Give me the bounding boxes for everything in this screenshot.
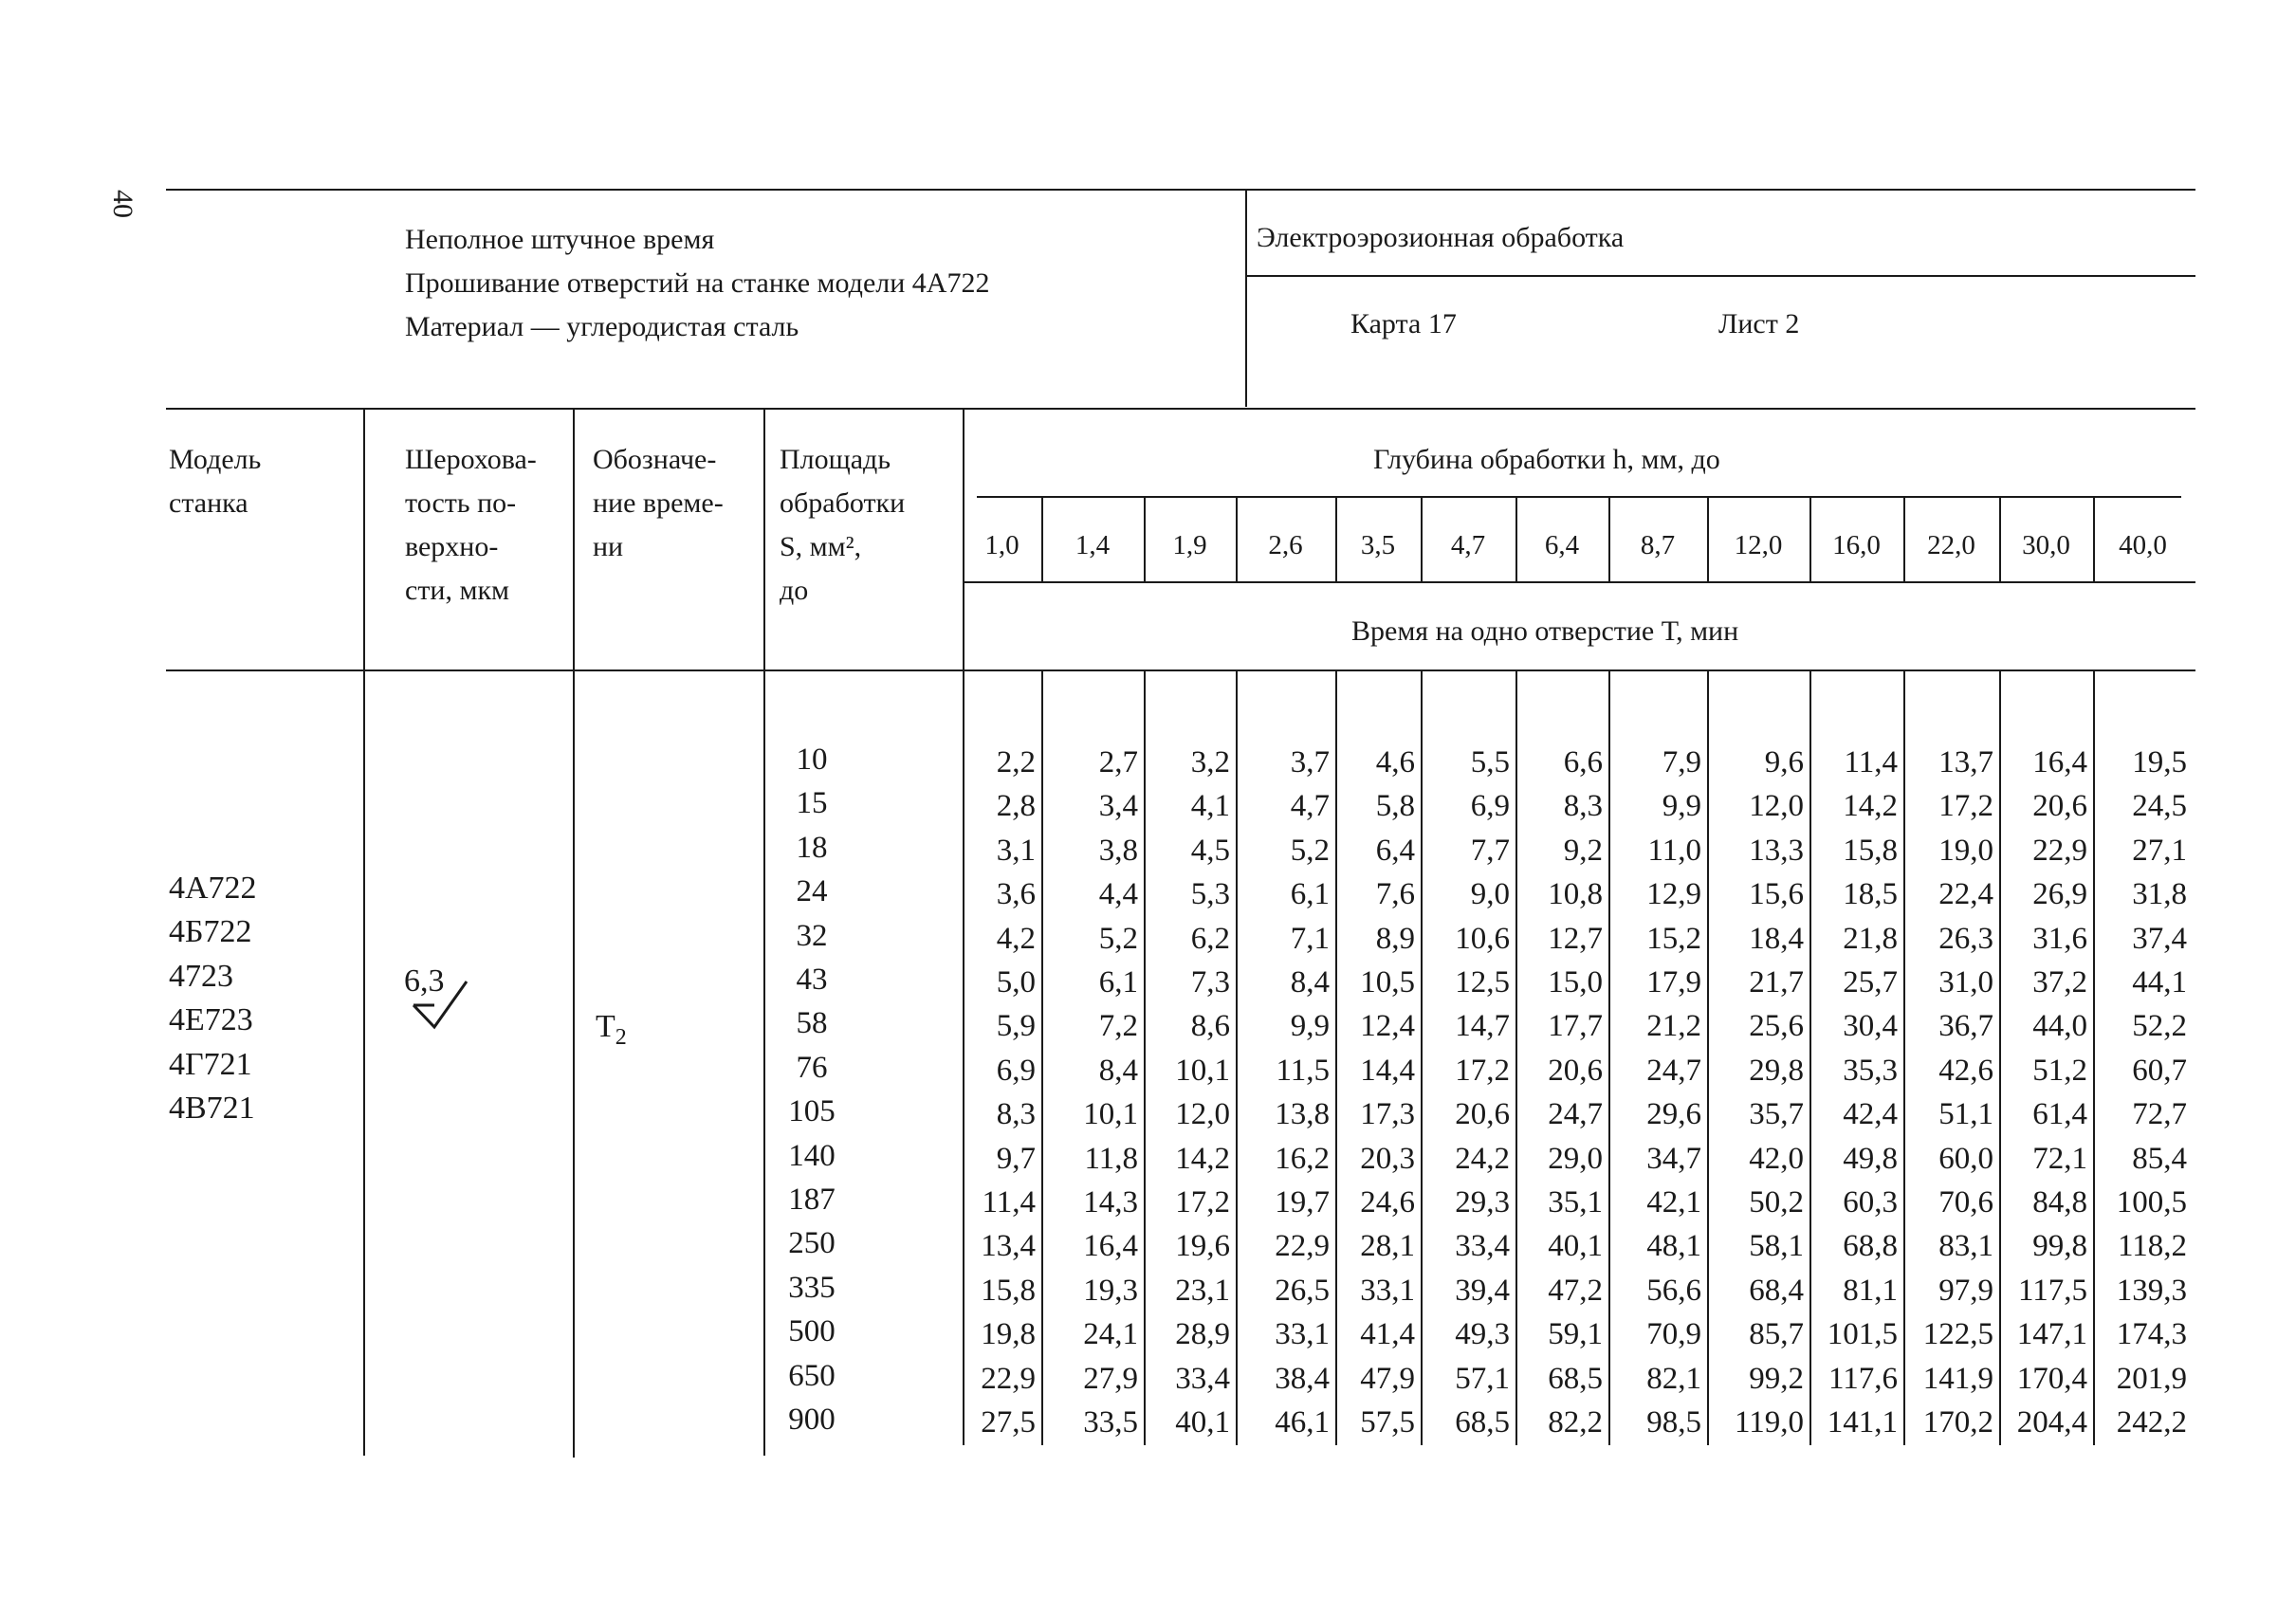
time-value-cell: 2,2 [996,745,1036,779]
time-value-cell: 84,8 [2032,1185,2087,1220]
time-symbol-subscript: 2 [615,1024,627,1050]
time-value-cell: 82,2 [1548,1405,1603,1440]
time-value-cell: 6,1 [1290,877,1330,912]
time-value-cell: 68,5 [1548,1361,1603,1396]
header-right-rule [1245,275,2195,277]
area-cell: 58 [796,1006,828,1041]
area-cell: 24 [796,874,828,909]
area-cell: 15 [796,786,828,821]
header-roughness-1: Шерохова- [405,444,537,475]
time-value-cell: 9,6 [1764,745,1804,779]
time-value-cell: 13,3 [1749,833,1804,868]
header-area-2: обработки [780,487,906,519]
time-value-cell: 5,8 [1375,789,1415,824]
area-cell: 76 [796,1050,828,1085]
time-value-cell: 12,0 [1175,1097,1230,1132]
header-roughness-2: тость по- [405,487,517,519]
depth-header-divider [1041,496,1043,581]
header-line-3: Материал — углеродистая сталь [405,311,799,342]
time-value-cell: 12,5 [1455,965,1510,1000]
time-value-cell: 3,1 [996,833,1036,868]
time-value-cell: 36,7 [1938,1009,1993,1044]
time-value-cell: 33,4 [1455,1229,1510,1264]
depth-header-cell: 12,0 [1734,530,1783,560]
time-value-cell: 99,2 [1749,1361,1804,1396]
time-value-cell: 17,7 [1548,1009,1603,1044]
time-value-cell: 24,2 [1455,1141,1510,1176]
time-value-cell: 20,6 [1548,1053,1603,1088]
time-value-cell: 47,2 [1548,1273,1603,1308]
time-value-cell: 70,6 [1938,1185,1993,1220]
time-value-cell: 100,5 [2116,1185,2187,1220]
time-value-cell: 5,2 [1290,833,1330,868]
time-value-cell: 4,7 [1290,789,1330,824]
time-value-cell: 17,2 [1455,1053,1510,1088]
depth-header-cell: 4,7 [1450,530,1486,560]
time-value-cell: 40,1 [1548,1229,1603,1264]
time-value-cell: 17,3 [1360,1097,1415,1132]
time-value-cell: 30,4 [1843,1009,1898,1044]
time-value-cell: 6,4 [1375,833,1415,868]
time-value-cell: 19,5 [2132,745,2187,779]
time-value-cell: 50,2 [1749,1185,1804,1220]
depth-header-divider [1236,496,1238,581]
time-value-cell: 60,0 [1938,1141,1993,1176]
time-value-cell: 3,2 [1190,745,1230,779]
col-line-time-symbol [763,408,765,1456]
time-value-cell: 33,4 [1175,1361,1230,1396]
time-value-cell: 34,7 [1646,1141,1701,1176]
depth-header-divider [1335,496,1337,581]
time-value-cell: 6,9 [1470,789,1510,824]
time-value-cell: 22,9 [2032,833,2087,868]
depth-header-divider [1608,496,1610,581]
time-value-cell: 9,2 [1563,833,1603,868]
time-value-cell: 33,1 [1275,1317,1330,1352]
time-value-cell: 12,4 [1360,1009,1415,1044]
col-line-roughness [573,408,575,1458]
time-value-cell: 6,2 [1190,921,1230,956]
time-value-cell: 12,0 [1749,789,1804,824]
time-value-cell: 10,1 [1083,1097,1138,1132]
time-value-cell: 147,1 [2016,1317,2087,1352]
time-value-cell: 22,4 [1938,877,1993,912]
time-value-cell: 15,8 [981,1273,1036,1308]
table-header-bottom-rule [166,669,2195,671]
depth-header-cell: 30,0 [2022,530,2070,560]
time-value-cell: 3,4 [1098,789,1138,824]
time-value-cell: 41,4 [1360,1317,1415,1352]
area-cell: 10 [796,743,828,777]
depth-header-cell: 16,0 [1832,530,1881,560]
time-value-cell: 60,7 [2132,1053,2187,1088]
time-value-cell: 9,9 [1290,1009,1330,1044]
time-value-cell: 39,4 [1455,1273,1510,1308]
time-value-cell: 14,7 [1455,1009,1510,1044]
depth-header-divider [1144,496,1146,581]
time-value-cell: 10,8 [1548,877,1603,912]
time-value-cell: 14,2 [1175,1141,1230,1176]
time-value-cell: 33,1 [1360,1273,1415,1308]
depth-header-cell: 40,0 [2119,530,2167,560]
time-value-cell: 7,7 [1470,833,1510,868]
time-value-cell: 27,9 [1083,1361,1138,1396]
time-value-cell: 8,3 [996,1097,1036,1132]
time-value-cell: 16,4 [2032,745,2087,779]
depth-header-cell: 1,0 [984,530,1019,560]
time-value-cell: 97,9 [1938,1273,1993,1308]
time-value-cell: 11,4 [1844,745,1898,779]
time-value-cell: 56,6 [1646,1273,1701,1308]
area-cell: 140 [788,1138,836,1173]
time-value-cell: 35,1 [1548,1185,1603,1220]
time-value-cell: 99,8 [2032,1229,2087,1264]
area-cell: 500 [788,1314,836,1349]
time-value-cell: 37,2 [2032,965,2087,1000]
time-value-cell: 35,7 [1749,1097,1804,1132]
time-value-cell: 14,2 [1843,789,1898,824]
time-value-cell: 3,6 [996,877,1036,912]
time-value-cell: 81,1 [1843,1273,1898,1308]
depth-values-rule [963,581,2195,583]
time-value-cell: 16,2 [1275,1141,1330,1176]
time-value-cell: 37,4 [2132,921,2187,956]
time-value-cell: 26,3 [1938,921,1993,956]
time-value-cell: 122,5 [1922,1317,1993,1352]
machine-model: 4В721 [169,1091,255,1126]
time-value-cell: 85,7 [1749,1317,1804,1352]
time-value-cell: 4,6 [1375,745,1415,779]
depth-header-divider [1421,496,1423,581]
machine-model: 4А722 [169,871,257,906]
time-value-cell: 204,4 [2016,1405,2087,1440]
time-symbol-letter: T [596,1009,615,1044]
roughness-symbol-icon [406,972,472,1038]
time-value-cell: 9,7 [996,1141,1036,1176]
time-value-cell: 170,2 [1922,1405,1993,1440]
time-value-cell: 24,5 [2132,789,2187,824]
area-cell: 43 [796,963,828,997]
time-value-cell: 72,7 [2132,1097,2187,1132]
time-value-cell: 141,9 [1922,1361,1993,1396]
time-value-cell: 4,4 [1098,877,1138,912]
time-value-cell: 51,1 [1938,1097,1993,1132]
time-value-cell: 57,1 [1455,1361,1510,1396]
time-value-cell: 19,6 [1175,1229,1230,1264]
time-value-cell: 15,2 [1646,921,1701,956]
time-value-cell: 11,8 [1084,1141,1138,1176]
header-area-1: Площадь [780,444,891,475]
header-divider [1245,189,1247,407]
time-value-cell: 17,2 [1938,789,1993,824]
time-value-cell: 20,6 [2032,789,2087,824]
time-value-cell: 10,1 [1175,1053,1230,1088]
time-value-cell: 29,0 [1548,1141,1603,1176]
time-value-cell: 16,4 [1083,1229,1138,1264]
header-line-1: Неполное штучное время [405,224,715,255]
machine-model: 4Г721 [169,1046,252,1082]
area-cell: 335 [788,1270,836,1305]
table-top-rule [166,408,2195,410]
time-value-cell: 5,0 [996,965,1036,1000]
time-value-cell: 29,8 [1749,1053,1804,1088]
time-value-cell: 141,1 [1827,1405,1898,1440]
time-value-cell: 17,2 [1175,1185,1230,1220]
time-value-cell: 7,6 [1375,877,1415,912]
depth-header-divider [1809,496,1811,581]
time-value-cell: 15,0 [1548,965,1603,1000]
time-value-cell: 6,9 [996,1053,1036,1088]
time-value-cell: 24,7 [1646,1053,1701,1088]
time-value-cell: 118,2 [2117,1229,2187,1264]
machine-model: 4Е723 [169,1002,253,1038]
time-value-cell: 22,9 [1275,1229,1330,1264]
area-cell: 650 [788,1358,836,1393]
time-value-cell: 14,4 [1360,1053,1415,1088]
time-value-cell: 117,5 [2017,1273,2087,1308]
time-value-cell: 21,7 [1749,965,1804,1000]
time-value-cell: 7,2 [1098,1009,1138,1044]
header-time-symbol-3: ни [593,531,624,562]
col-line-model [363,408,365,1456]
time-value-cell: 38,4 [1275,1361,1330,1396]
time-value-cell: 57,5 [1360,1405,1415,1440]
time-value-cell: 5,5 [1470,745,1510,779]
time-value-cell: 59,1 [1548,1317,1603,1352]
time-value-cell: 6,6 [1563,745,1603,779]
time-value-cell: 14,3 [1083,1185,1138,1220]
time-value-cell: 23,1 [1175,1273,1230,1308]
time-value-cell: 61,4 [2032,1097,2087,1132]
time-value-cell: 8,9 [1375,921,1415,956]
header-time-symbol-2: ние време- [593,487,724,519]
header-area-3: S, мм², [780,531,862,562]
time-value-cell: 82,1 [1646,1361,1701,1396]
area-cell: 187 [788,1183,836,1217]
time-value-cell: 27,1 [2132,833,2187,868]
time-value-cell: 31,0 [1938,965,1993,1000]
time-value-cell: 4,5 [1190,833,1230,868]
time-value-cell: 8,4 [1290,965,1330,1000]
header-area-4: до [780,575,809,606]
time-value-cell: 18,5 [1843,877,1898,912]
depth-header-cell: 6,4 [1544,530,1580,560]
time-value-cell: 10,5 [1360,965,1415,1000]
time-value-cell: 101,5 [1827,1317,1898,1352]
time-value-cell: 4,2 [996,921,1036,956]
time-value-cell: 31,8 [2132,877,2187,912]
header-line-2: Прошивание отверстий на станке модели 4А722 [405,267,990,299]
top-rule [166,189,2195,191]
time-value-cell: 20,3 [1360,1141,1415,1176]
time-value-cell: 44,0 [2032,1009,2087,1044]
time-value-cell: 68,4 [1749,1273,1804,1308]
time-value-cell: 4,1 [1190,789,1230,824]
roughness-value: 6,3 [404,963,445,999]
col-line-area [963,408,964,669]
time-value-cell: 29,6 [1646,1097,1701,1132]
time-symbol-value [596,1011,627,1049]
time-value-cell: 68,8 [1843,1229,1898,1264]
depth-header-divider [1903,496,1905,581]
machine-model: 4Б722 [169,914,252,950]
time-value-cell: 42,4 [1843,1097,1898,1132]
header-roughness-4: сти, мкм [405,575,510,606]
header-model-1: Модель [169,444,262,475]
time-value-cell: 46,1 [1275,1405,1330,1440]
time-value-cell: 42,0 [1749,1141,1804,1176]
time-value-cell: 35,3 [1843,1053,1898,1088]
time-value-cell: 33,5 [1083,1405,1138,1440]
time-value-cell: 42,6 [1938,1053,1993,1088]
depth-header-cell: 8,7 [1640,530,1676,560]
time-value-cell: 201,9 [2116,1361,2187,1396]
time-value-cell: 25,7 [1843,965,1898,1000]
time-value-cell: 8,4 [1098,1053,1138,1088]
time-value-cell: 11,4 [982,1185,1036,1220]
area-cell: 250 [788,1226,836,1261]
depth-title: Глубина обработки h, мм, до [1373,444,1720,475]
time-value-cell: 83,1 [1938,1229,1993,1264]
time-value-cell: 28,1 [1360,1229,1415,1264]
depth-header-divider [1999,496,2001,581]
time-value-cell: 9,0 [1470,877,1510,912]
machine-model: 4723 [169,958,233,994]
time-value-cell: 28,9 [1175,1317,1230,1352]
time-value-cell: 10,6 [1455,921,1510,956]
time-value-cell: 22,9 [981,1361,1036,1396]
page-number: 40 [107,190,138,218]
time-value-cell: 5,3 [1190,877,1230,912]
header-model-2: станка [169,487,248,519]
time-value-cell: 7,1 [1290,921,1330,956]
time-value-cell: 12,7 [1548,921,1603,956]
time-value-cell: 49,3 [1455,1317,1510,1352]
depth-header-cell: 1,9 [1172,530,1207,560]
time-value-cell: 19,3 [1083,1273,1138,1308]
time-value-cell: 98,5 [1646,1405,1701,1440]
time-value-cell: 52,2 [2132,1009,2187,1044]
time-value-cell: 24,6 [1360,1185,1415,1220]
time-value-cell: 60,3 [1843,1185,1898,1220]
time-value-cell: 58,1 [1749,1229,1804,1264]
time-value-cell: 26,5 [1275,1273,1330,1308]
time-value-cell: 139,3 [2116,1273,2187,1308]
time-value-cell: 85,4 [2132,1141,2187,1176]
time-value-cell: 42,1 [1646,1185,1701,1220]
time-value-cell: 13,7 [1938,745,1993,779]
header-roughness-3: верхно- [405,531,499,562]
area-cell: 105 [788,1094,836,1129]
time-value-cell: 3,8 [1098,833,1138,868]
time-value-cell: 48,1 [1646,1229,1701,1264]
time-value-cell: 29,3 [1455,1185,1510,1220]
time-title: Время на одно отверстие Т, мин [1351,615,1739,647]
time-value-cell: 9,9 [1662,789,1701,824]
time-value-cell: 19,7 [1275,1185,1330,1220]
time-value-cell: 72,1 [2032,1141,2087,1176]
time-value-cell: 5,9 [996,1009,1036,1044]
time-value-cell: 31,6 [2032,921,2087,956]
time-value-cell: 19,8 [981,1317,1036,1352]
time-value-cell: 68,5 [1455,1405,1510,1440]
time-value-cell: 12,9 [1646,877,1701,912]
time-value-cell: 2,7 [1098,745,1138,779]
time-value-cell: 27,5 [981,1405,1036,1440]
time-value-cell: 49,8 [1843,1141,1898,1176]
card-number: Карта 17 [1350,308,1457,339]
time-value-cell: 8,6 [1190,1009,1230,1044]
time-value-cell: 11,0 [1647,833,1701,868]
time-value-cell: 44,1 [2132,965,2187,1000]
time-value-cell: 17,9 [1646,965,1701,1000]
depth-header-cell: 1,4 [1075,530,1111,560]
time-value-cell: 19,0 [1938,833,1993,868]
time-value-cell: 24,7 [1548,1097,1603,1132]
time-value-cell: 8,3 [1563,789,1603,824]
time-value-cell: 11,5 [1276,1053,1330,1088]
time-value-cell: 47,9 [1360,1361,1415,1396]
depth-header-cell: 2,6 [1268,530,1303,560]
time-value-cell: 25,6 [1749,1009,1804,1044]
depth-header-cell: 22,0 [1927,530,1975,560]
time-value-cell: 13,4 [981,1229,1036,1264]
time-value-cell: 18,4 [1749,921,1804,956]
time-value-cell: 117,6 [1828,1361,1898,1396]
time-value-cell: 21,2 [1646,1009,1701,1044]
time-value-cell: 5,2 [1098,921,1138,956]
time-value-cell: 13,8 [1275,1097,1330,1132]
time-value-cell: 170,4 [2016,1361,2087,1396]
header-time-symbol-1: Обозначе- [593,444,717,475]
time-value-cell: 7,9 [1662,745,1701,779]
depth-header-cell: 3,5 [1360,530,1396,560]
area-cell: 18 [796,830,828,865]
time-value-cell: 21,8 [1843,921,1898,956]
sheet-number: Лист 2 [1718,308,1800,339]
depth-header-divider [1707,496,1709,581]
area-cell: 32 [796,918,828,953]
time-value-cell: 24,1 [1083,1317,1138,1352]
time-value-cell: 15,6 [1749,877,1804,912]
time-value-cell: 242,2 [2116,1405,2187,1440]
time-value-cell: 51,2 [2032,1053,2087,1088]
process-title: Электроэрозионная обработка [1257,222,1625,253]
time-value-cell: 15,8 [1843,833,1898,868]
time-value-cell: 2,8 [996,789,1036,824]
time-value-cell: 26,9 [2032,877,2087,912]
time-value-cell: 119,0 [1734,1405,1804,1440]
area-cell: 900 [788,1403,836,1437]
time-value-cell: 174,3 [2116,1317,2187,1352]
time-value-cell: 70,9 [1646,1317,1701,1352]
time-value-cell: 40,1 [1175,1405,1230,1440]
time-value-cell: 20,6 [1455,1097,1510,1132]
depth-header-divider [1515,496,1517,581]
time-value-cell: 6,1 [1098,965,1138,1000]
time-value-cell: 3,7 [1290,745,1330,779]
time-value-cell: 7,3 [1190,965,1230,1000]
depth-header-divider [2093,496,2095,581]
